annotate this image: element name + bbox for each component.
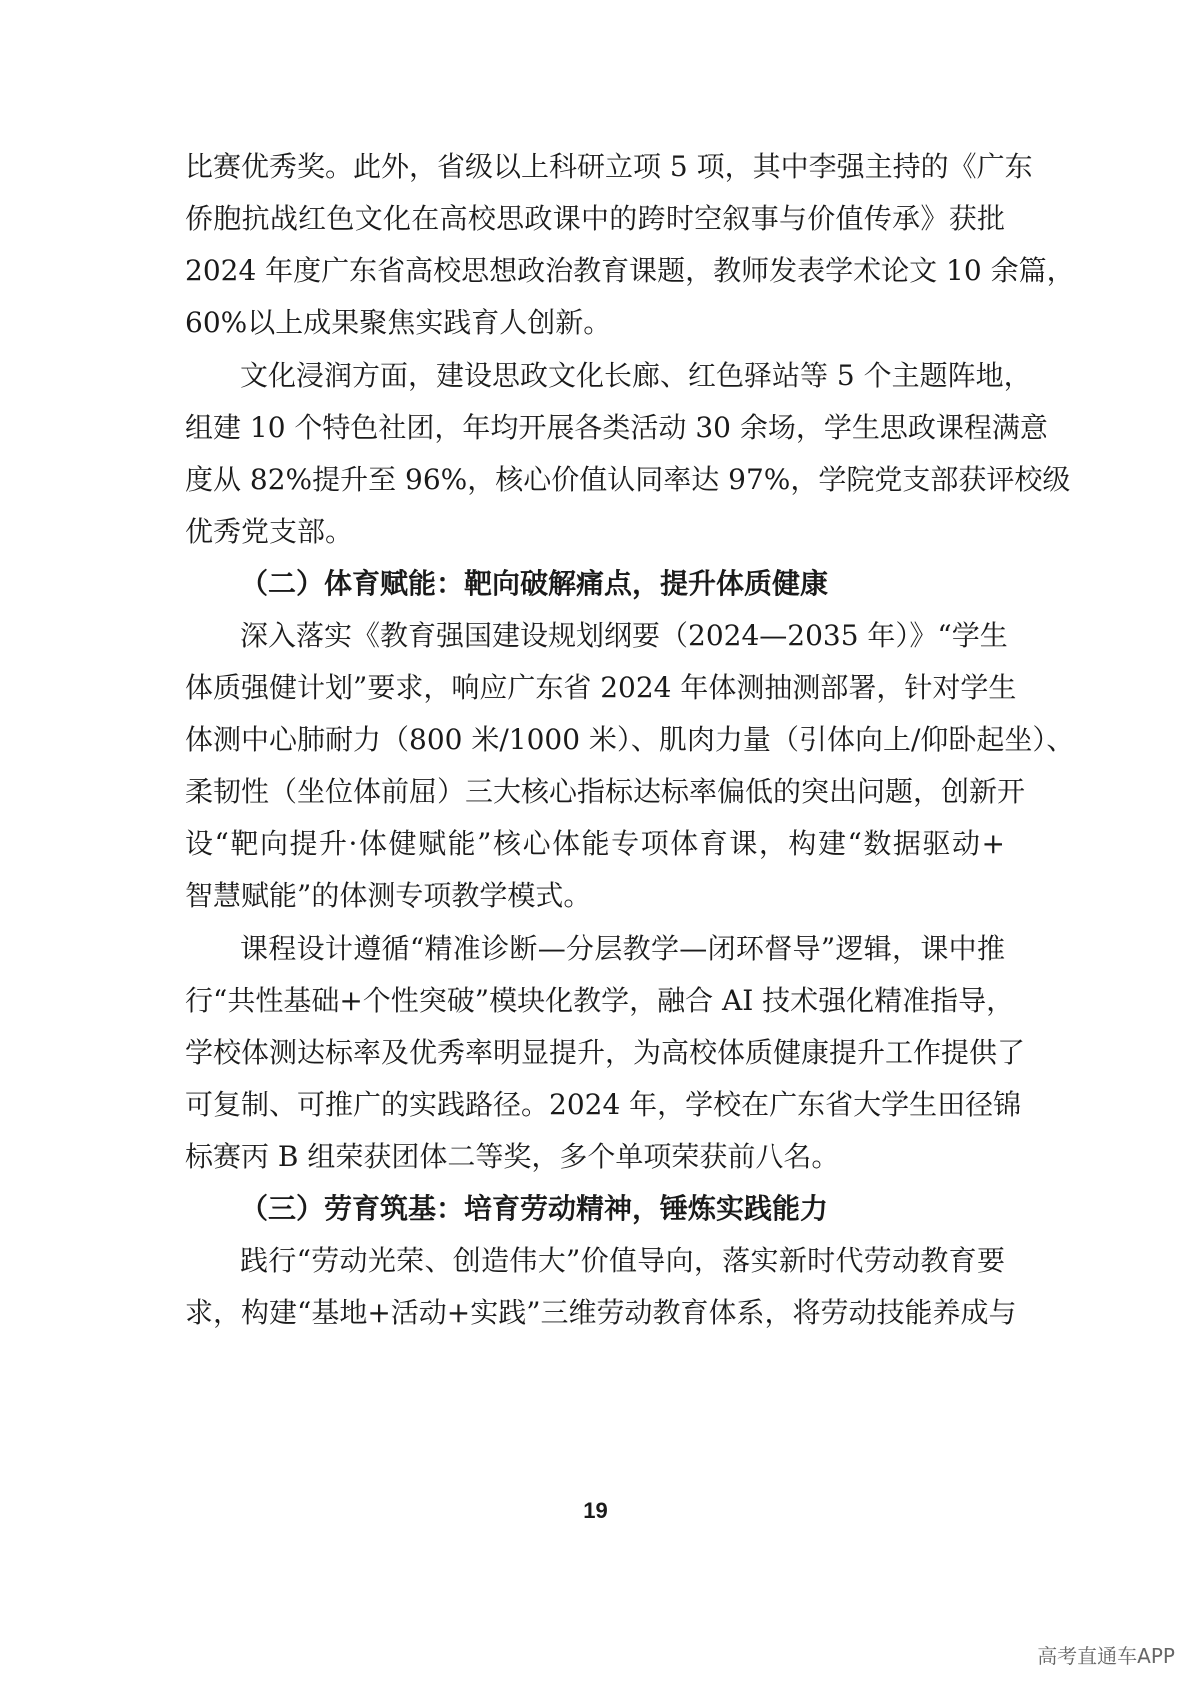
text-line: 行“共性基础+个性突破”模块化教学，融合 AI 技术强化精准指导， bbox=[185, 984, 1015, 1017]
text-line: 比赛优秀奖。此外，省级以上科研立项 5 项，其中李强主持的《广东 bbox=[185, 150, 1033, 183]
text-line: 标赛丙 B 组荣获团体二等奖，多个单项荣获前八名。 bbox=[185, 1140, 840, 1173]
text-line: 设“靶向提升·体健赋能”核心体能专项体育课，构建“数据驱动+ bbox=[185, 827, 1005, 860]
text-line: 课程设计遵循“精准诊断—分层教学—闭环督导”逻辑，课中推 bbox=[240, 932, 1005, 965]
text-line: 组建 10 个特色社团，年均开展各类活动 30 余场，学生思政课程满意 bbox=[185, 411, 1048, 444]
text-line: 体测中心肺耐力（800 米/1000 米）、肌肉力量（引体向上/仰卧起坐）、 bbox=[185, 723, 1075, 756]
text-line: 深入落实《教育强国建设规划纲要（2024—2035 年）》“学生 bbox=[240, 619, 1008, 652]
text-line: 智慧赋能”的体测专项教学模式。 bbox=[185, 879, 592, 912]
text-line: 度从 82%提升至 96%，核心价值认同率达 97%，学院党支部获评校级 bbox=[185, 463, 1071, 496]
text-line: 可复制、可推广的实践路径。2024 年，学校在广东省大学生田径锦 bbox=[185, 1088, 1022, 1121]
text-line: 践行“劳动光荣、创造伟大”价值导向，落实新时代劳动教育要 bbox=[240, 1244, 1005, 1277]
page-number: 19 bbox=[583, 1498, 608, 1523]
text-line: 求，构建“基地+活动+实践”三维劳动教育体系，将劳动技能养成与 bbox=[185, 1296, 1017, 1329]
section-heading: （二）体育赋能：靶向破解痛点，提升体质健康 bbox=[240, 567, 829, 600]
text-line: 60%以上成果聚焦实践育人创新。 bbox=[185, 306, 612, 339]
text-line: 优秀党支部。 bbox=[185, 515, 354, 548]
text-line: 文化浸润方面，建设思政文化长廊、红色驿站等 5 个主题阵地， bbox=[240, 359, 1032, 392]
watermark: 高考直通车APP bbox=[1037, 1644, 1175, 1668]
section-heading: （三）劳育筑基：培育劳动精神，锤炼实践能力 bbox=[240, 1192, 829, 1225]
text-line: 柔韧性（坐位体前屈）三大核心指标达标率偏低的突出问题，创新开 bbox=[185, 775, 1026, 808]
text-line: 侨胞抗战红色文化在高校思政课中的跨时空叙事与价值传承》获批 bbox=[185, 202, 1005, 235]
text-line: 学校体测达标率及优秀率明显提升，为高校体质健康提升工作提供了 bbox=[185, 1036, 1026, 1069]
text-line: 2024 年度广东省高校思想政治教育课题，教师发表学术论文 10 余篇， bbox=[185, 254, 1075, 287]
text-line: 体质强健计划”要求，响应广东省 2024 年体测抽测部署，针对学生 bbox=[185, 671, 1017, 704]
